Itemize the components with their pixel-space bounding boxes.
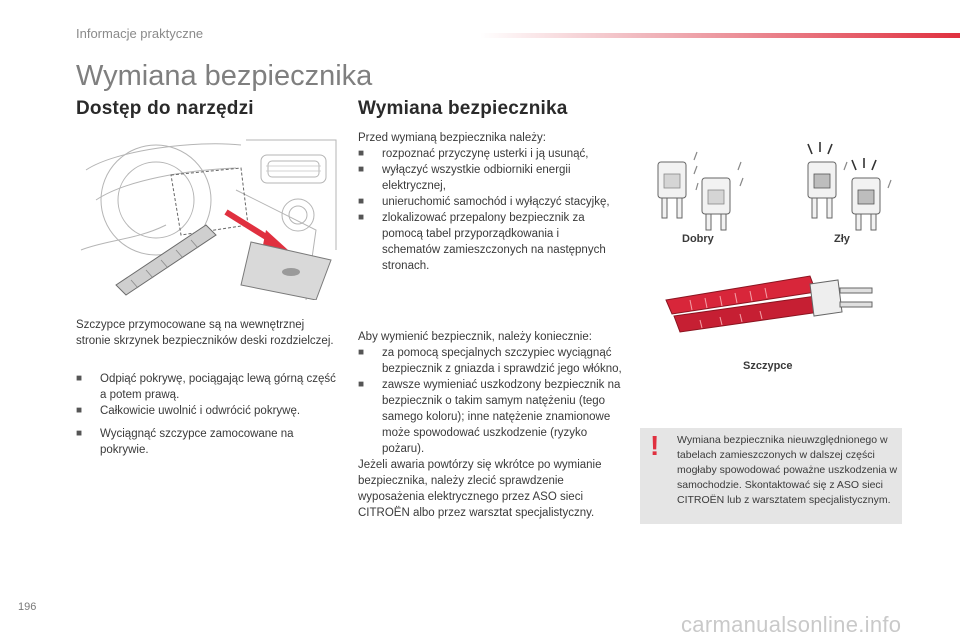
list-item [358, 162, 620, 194]
replacement-block [358, 329, 623, 521]
list-item-text: Odpiąć pokrywę, pociągając lewą górną część a potem prawą. [100, 373, 336, 401]
list-item [358, 146, 620, 162]
warning-box [640, 428, 902, 524]
section-header: Informacje praktyczne [76, 26, 204, 41]
list-item [358, 194, 620, 210]
list-item-text: rozpoznać przyczynę usterki i ją usunąć, [382, 148, 589, 160]
list-item-text: za pomocą specjalnych szczypiec wyciągnąć bezpiecznik z gniazda i sprawdzić jego włókno, [382, 347, 622, 375]
list-item-text: wyłączyć wszystkie odbiorniki energii elektrycznej, [382, 164, 571, 192]
left-steps-list [76, 371, 338, 419]
list-item [358, 345, 623, 377]
bullet-square-icon: ■ [358, 148, 365, 159]
list-item-text: Całkowicie uwolnić i odwrócić pokrywę. [100, 405, 301, 417]
warning-text: Wymiana bezpiecznika nieuwzględnionego w tabelach zamieszczonych w dalszej części mogłaby spowodować poważne uszkodzenia w samochodzie. Skontaktować się z ASO sieci CITROËN lub z warsztatem specjalistycznym. [677, 434, 898, 506]
list-item [76, 403, 338, 419]
list-item [76, 371, 338, 403]
fuse-good-icon [650, 150, 750, 232]
page-number: 196 [18, 601, 37, 613]
bullet-square-icon: ■ [76, 373, 83, 384]
list-item [76, 426, 338, 458]
list-item-text: unieruchomić samochód i wyłączyć stacyjkę, [382, 196, 610, 208]
fuse-bad-caption: Zły [834, 233, 850, 245]
fuse-bad-icon [800, 140, 900, 232]
fuse-good-caption: Dobry [682, 233, 714, 245]
warning-exclamation-icon: ! [650, 430, 660, 461]
header-accent-bar [480, 33, 960, 38]
bullet-square-icon: ■ [358, 212, 365, 223]
fuse-pliers-icon [660, 270, 880, 340]
watermark: carmanualsonline.info [681, 612, 902, 637]
bullet-square-icon: ■ [358, 196, 365, 207]
dashboard-fusebox-illustration [76, 130, 338, 300]
bullet-square-icon: ■ [358, 379, 365, 390]
bullet-square-icon: ■ [358, 164, 365, 175]
bullet-square-icon: ■ [76, 428, 83, 439]
right-heading: Wymiana bezpiecznika [358, 98, 568, 119]
pliers-caption: Szczypce [743, 360, 793, 372]
list-item-text: zlokalizować przepalony bezpiecznik za pomocą tabel przyporządkowania i schematów zamieszczonych na następnych stronach. [382, 212, 606, 272]
page-title: Wymiana bezpiecznika [76, 60, 373, 92]
bullet-square-icon: ■ [76, 405, 83, 416]
left-steps-list-2 [76, 426, 338, 458]
left-heading: Dostęp do narzędzi [76, 98, 254, 119]
list-item [358, 377, 623, 457]
replacement-intro: Aby wymienić bezpiecznik, należy koniecznie: [358, 331, 592, 343]
preparation-intro: Przed wymianą bezpiecznika należy: [358, 132, 546, 144]
preparation-block [358, 130, 620, 274]
list-item [358, 210, 620, 274]
list-item-text: zawsze wymieniać uszkodzony bezpiecznik na bezpiecznik o takim samym natężeniu (tego samego koloru); inne natężenie znamionowe może spowodować uszkodzenie (ryzyko pożaru). [382, 379, 621, 455]
tools-description: Szczypce przymocowane są na wewnętrznej stronie skrzynek bezpieczników deski rozdzielczej. [76, 319, 334, 347]
list-item-text: Wyciągnąć szczypce zamocowane na pokrywie. [100, 428, 294, 456]
bullet-square-icon: ■ [358, 347, 365, 358]
closing-paragraph: Jeżeli awaria powtórzy się wkrótce po wymianie bezpiecznika, należy zlecić sprawdzenie wyposażenia elektrycznego przez ASO sieci CITROËN albo przez warsztat specjalistyczny. [358, 459, 602, 519]
